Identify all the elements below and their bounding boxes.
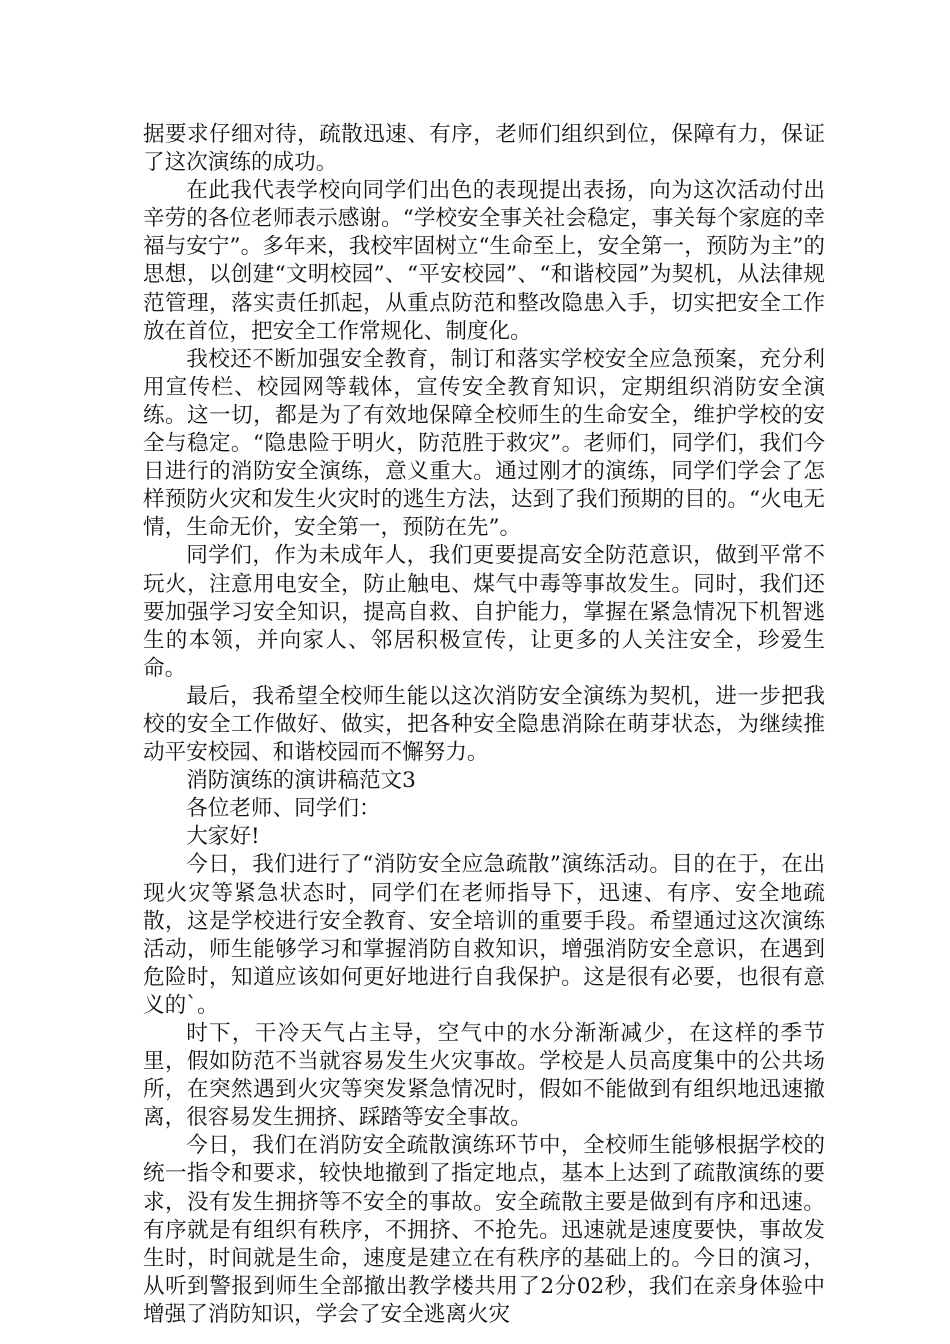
section-title: 消防演练的演讲稿范文3 <box>186 768 416 794</box>
greeting: 大家好! <box>186 824 260 850</box>
paragraph-4: 同学们，作为未成年人，我们更要提高安全防范意识，做到平常不玩火，注意用电安全，防止触电、煤气中毒等事故发生。同时，我们还要加强学习安全知识，提高自救、自护能力，掌握在紧急情况下机智逃生的本领，并向家人、邻居积极宣传，让更多的人关注安全，珍爱生命。 <box>143 543 825 681</box>
paragraph-9: 今日，我们进行了“消防安全应急疏散”演练活动。目的在于，在出现火灾等紧急状态时，同学们在老师指导下，迅速、有序、安全地疏散，这是学校进行安全教育、安全培训的重要手段。希望通过这次演练活动，师生能够学习和掌握消防自救知识，增强消防安全意识，在遇到危险时，知道应该如何更好地进行自我保护。这是很有必要，也很有意义的`。 <box>143 852 825 1018</box>
paragraph-2: 在此我代表学校向同学们出色的表现提出表扬，向为这次活动付出辛劳的各位老师表示感谢。“学校安全事关社会稳定，事关每个家庭的幸福与安宁”。多年来，我校牢固树立“生命至上，安全第一，预防为主”的思想，以创建“文明校园”、“平安校园”、“和谐校园”为契机，从法律规范管理，落实责任抓起，从重点防范和整改隐患入手，切实把安全工作放在首位，把安全工作常规化、制度化。 <box>143 178 825 344</box>
document-page <box>143 121 825 1329</box>
paragraph-5: 最后，我希望全校师生能以这次消防安全演练为契机，进一步把我校的安全工作做好、做实，把各种安全隐患消除在萌芽状态，为继续推动平安校园、和谐校园而不懈努力。 <box>143 683 825 766</box>
paragraph-10: 时下，干冷天气占主导，空气中的水分渐渐减少，在这样的季节里，假如防范不当就容易发生火灾事故。学校是人员高度集中的公共场所，在突然遇到火灾等突发紧急情况时，假如不能做到有组织地迅速撤离，很容易发生拥挤、踩踏等安全事故。 <box>143 1021 825 1131</box>
paragraph-11: 今日，我们在消防安全疏散演练环节中，全校师生能够根据学校的统一指令和要求，较快地撤到了指定地点，基本上达到了疏散演练的要求，没有发生拥挤等不安全的事故。安全疏散主要是做到有序和迅速。有序就是有组织有秩序，不拥挤、不抢先。迅速就是速度要快，事故发生时，时间就是生命，速度是建立在有秩序的基础上的。今日的演习，从听到警报到师生全部撤出教学楼共用了2分02秒，我们在亲身体验中增强了消防知识，学会了安全逃离火灾 <box>143 1133 825 1327</box>
paragraph-3: 我校还不断加强安全教育，制订和落实学校安全应急预案，充分利用宣传栏、校园网等载体，宣传安全教育知识，定期组织消防安全演练。这一切，都是为了有效地保障全校师生的生命安全，维护学校的安全与稳定。“隐患险于明火，防范胜于救灾”。老师们，同学们，我们今日进行的消防安全演练，意义重大。通过刚才的演练，同学们学会了怎样预防火灾和发生火灾时的逃生方法，达到了我们预期的目的。“火电无情，生命无价，安全第一，预防在先”。 <box>143 346 825 541</box>
paragraph-1: 据要求仔细对待，疏散迅速、有序，老师们组织到位，保障有力，保证了这次演练的成功。 <box>143 122 825 176</box>
salutation: 各位老师、同学们： <box>186 796 381 822</box>
